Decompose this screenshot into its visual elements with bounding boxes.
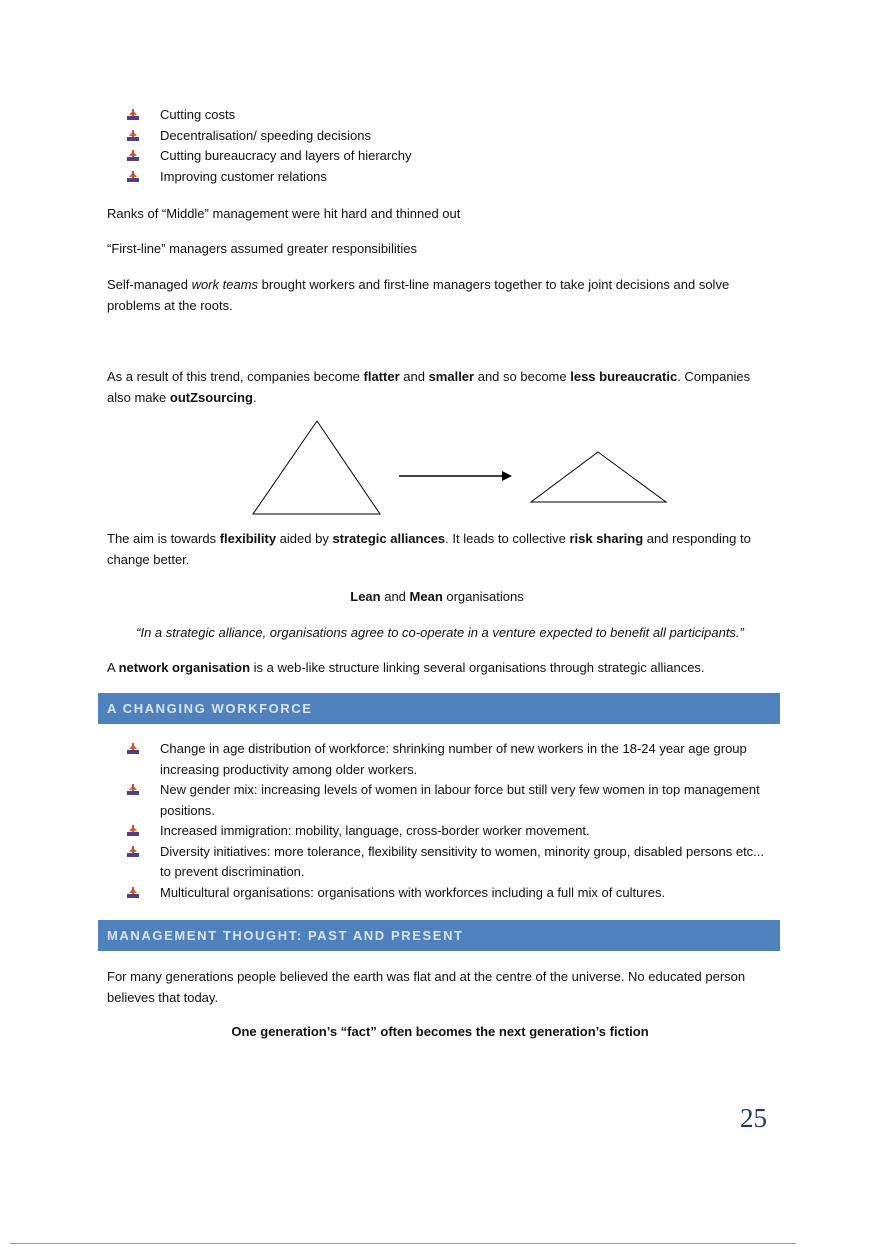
arrow-bullet-icon	[126, 886, 140, 900]
list-item: Multicultural organisations: organisations with workforces including a full mix of cultures.	[126, 883, 776, 904]
list-item: Cutting costs	[126, 105, 411, 126]
list-item: Increased immigration: mobility, language, cross-border worker movement.	[126, 821, 776, 842]
list-item: Diversity initiatives: more tolerance, flexibility sensitivity to women, minority group, disabled persons etc... to prevent discrimination.	[126, 842, 776, 883]
flattening-diagram	[240, 415, 680, 520]
footer-divider	[10, 1243, 796, 1244]
arrow-head-icon	[502, 471, 512, 481]
list-item: Decentralisation/ speeding decisions	[126, 126, 411, 147]
arrow-bullet-icon	[126, 129, 140, 143]
arrow-bullet-icon	[126, 170, 140, 184]
paragraph-work-teams: Self-managed work teams brought workers and first-line managers together to take joint decisions and solve problems at the roots.	[107, 277, 730, 313]
section-heading-management-thought: MANAGEMENT THOUGHT: PAST AND PRESENT	[98, 920, 780, 951]
page-number: 25	[740, 1103, 767, 1133]
section-heading-changing-workforce: A CHANGING WORKFORCE	[98, 693, 780, 724]
list-item: Change in age distribution of workforce: shrinking number of new workers in the 18-24 year age group increasing productivity among older workers.	[126, 739, 776, 780]
paragraph-flexibility: The aim is towards flexibility aided by strategic alliances. It leads to collective risk sharing and responding to change better.	[107, 531, 751, 567]
tall-triangle	[253, 421, 380, 514]
lean-mean-heading: Lean and Mean organisations	[350, 589, 524, 604]
arrow-bullet-icon	[126, 149, 140, 163]
paragraph-network-organisation: A network organisation is a web-like structure linking several organisations through strategic alliances.	[107, 660, 705, 675]
arrow-bullet-icon	[126, 824, 140, 838]
paragraph-flat-earth: For many generations people believed the earth was flat and at the centre of the universe. No educated person believes that today.	[107, 969, 746, 1005]
list-item: New gender mix: increasing levels of women in labour force but still very few women in top management positions.	[126, 780, 776, 821]
arrow-bullet-icon	[126, 108, 140, 122]
paragraph-middle-management: Ranks of “Middle” management were hit hard and thinned out	[107, 206, 461, 221]
arrow-bullet-icon	[126, 742, 140, 756]
bullet-list-top	[126, 105, 411, 187]
list-item: Cutting bureaucracy and layers of hierarchy	[126, 146, 411, 167]
bullet-list-workforce	[126, 739, 776, 903]
flat-triangle	[531, 452, 666, 502]
paragraph-first-line: “First-line” managers assumed greater responsibilities	[107, 241, 417, 256]
arrow-bullet-icon	[126, 845, 140, 859]
arrow-bullet-icon	[126, 783, 140, 797]
quote-strategic-alliance: “In a strategic alliance, organisations agree to co-operate in a venture expected to benefit all participants.”	[136, 625, 744, 640]
fact-fiction-statement: One generation’s “fact” often becomes the next generation’s fiction	[231, 1024, 649, 1039]
paragraph-flatter: As a result of this trend, companies become flatter and smaller and so become less bureaucratic. Companies also make outZsourcing.	[107, 369, 751, 405]
list-item: Improving customer relations	[126, 167, 411, 188]
